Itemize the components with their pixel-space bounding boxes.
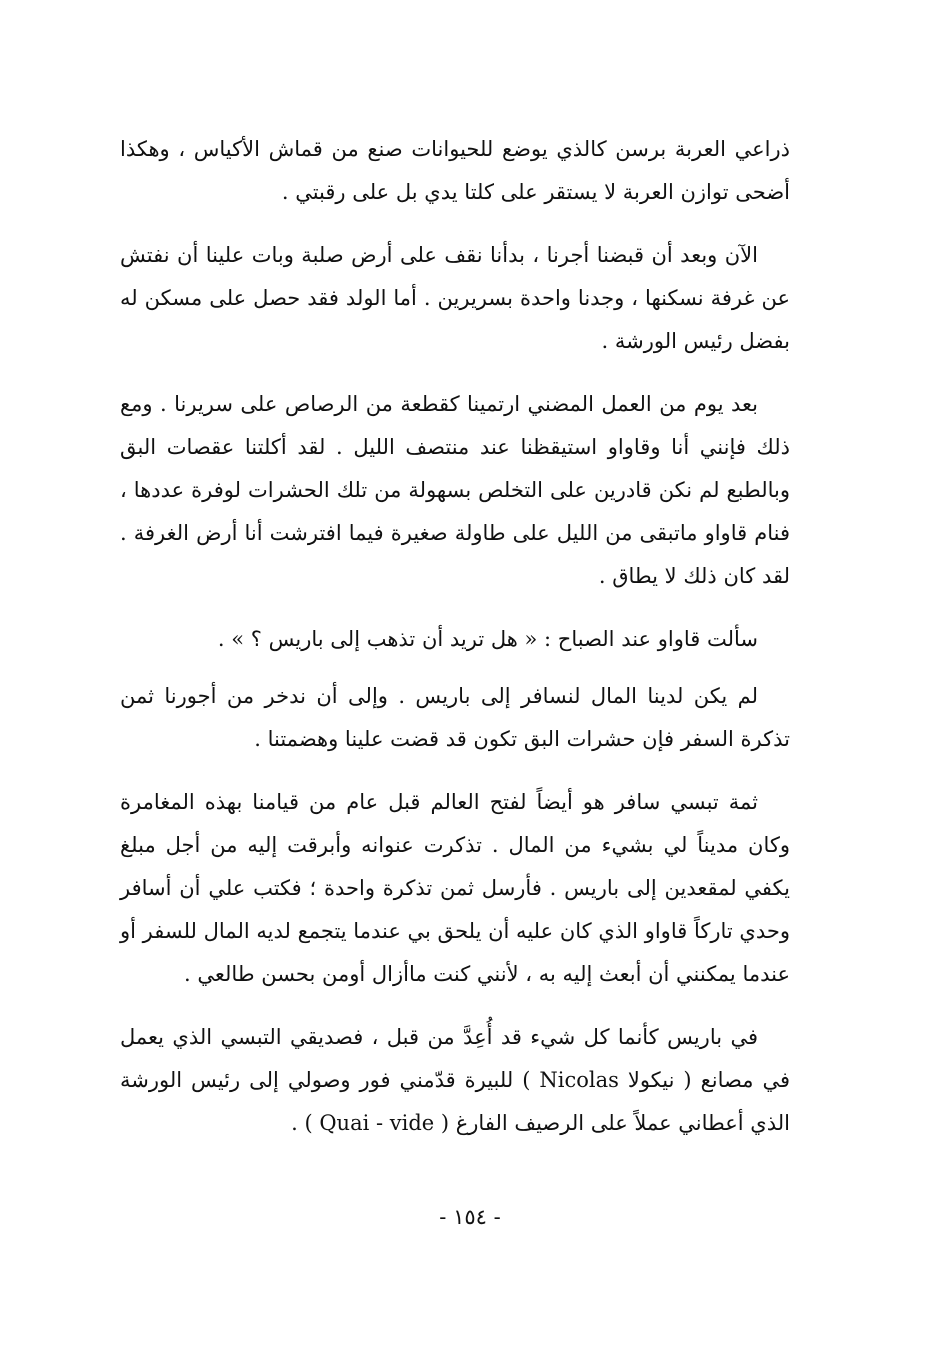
paragraph-5: لم يكن لدينا المال لنسافر إلى باريس . وإلى أن ندخر من أجورنا ثمن تذكرة السفر فإن حشرات البق تكون قد قضت علينا وهضمتنا . [120, 684, 790, 751]
paragraph-3: بعد يوم من العمل المضني ارتمينا كقطعة من الرصاص على سريرنا . ومع ذلك فإنني أنا وقاواو استيقظنا عند منتصف الليل . لقد أكلتنا عقصات البق وبالطبع لم نكن قادرين على التخلص بسهولة من تلك الحشرات لوفرة عددها ، فنام قاواو ماتبقى من الليل على طاولة صغيرة فيما افترشت أنا أرض الغرفة . لقد كان ذلك لا يطاق . [120, 392, 790, 588]
page-number: - ١٥٤ - [439, 1205, 501, 1229]
paragraph-2: الآن وبعد أن قبضنا أجرنا ، بدأنا نقف على أرض صلبة وبات علينا أن نفتش عن غرفة نسكنها ، وجدنا واحدة بسريرين . أما الولد فقد حصل على مسكن له بفضل رئيس الورشة . [120, 243, 790, 353]
paragraph-6: ثمة تبسي سافر هو أيضاً لفتح العالم قبل عام من قيامنا بهذه المغامرة وكان مديناً لي بشيء من المال . تذكرت عنوانه وأبرقت إليه من أجل مبلغ يكفي لمقعدين إلى باريس . فأرسل ثمن تذكرة واحدة ؛ فكتب علي أن أسافر وحدي تاركاً قاواو الذي كان عليه أن يلحق بي عندما يتجمع لديه المال للسفر أو عندما يمكنني أن أبعث إليه به ، لأنني كنت ماأزال أومن بحسن طالعي . [120, 790, 790, 986]
body-text [120, 128, 790, 1165]
paragraph-7: في باريس كأنما كل شيء قد أُعِدَّ من قبل ، فصديقي التبسي الذي يعمل في مصانع ( نيكولا Nicolas ) للبيرة قدّمني فور وصولي إلى رئيس الورشة الذي أعطاني عملاً على الرصيف الفارغ ( Quai - vide ) . [120, 1025, 790, 1135]
paragraph-4: سألت قاواو عند الصباح : « هل تريد أن تذهب إلى باريس ؟ » . [217, 627, 758, 651]
paragraph-1: ذراعي العربة برسن كالذي يوضع للحيوانات صنع من قماش الأكياس ، وهكذا أضحى توازن العربة لا يستقر على كلتا يدي بل على رقبتي . [120, 137, 790, 204]
